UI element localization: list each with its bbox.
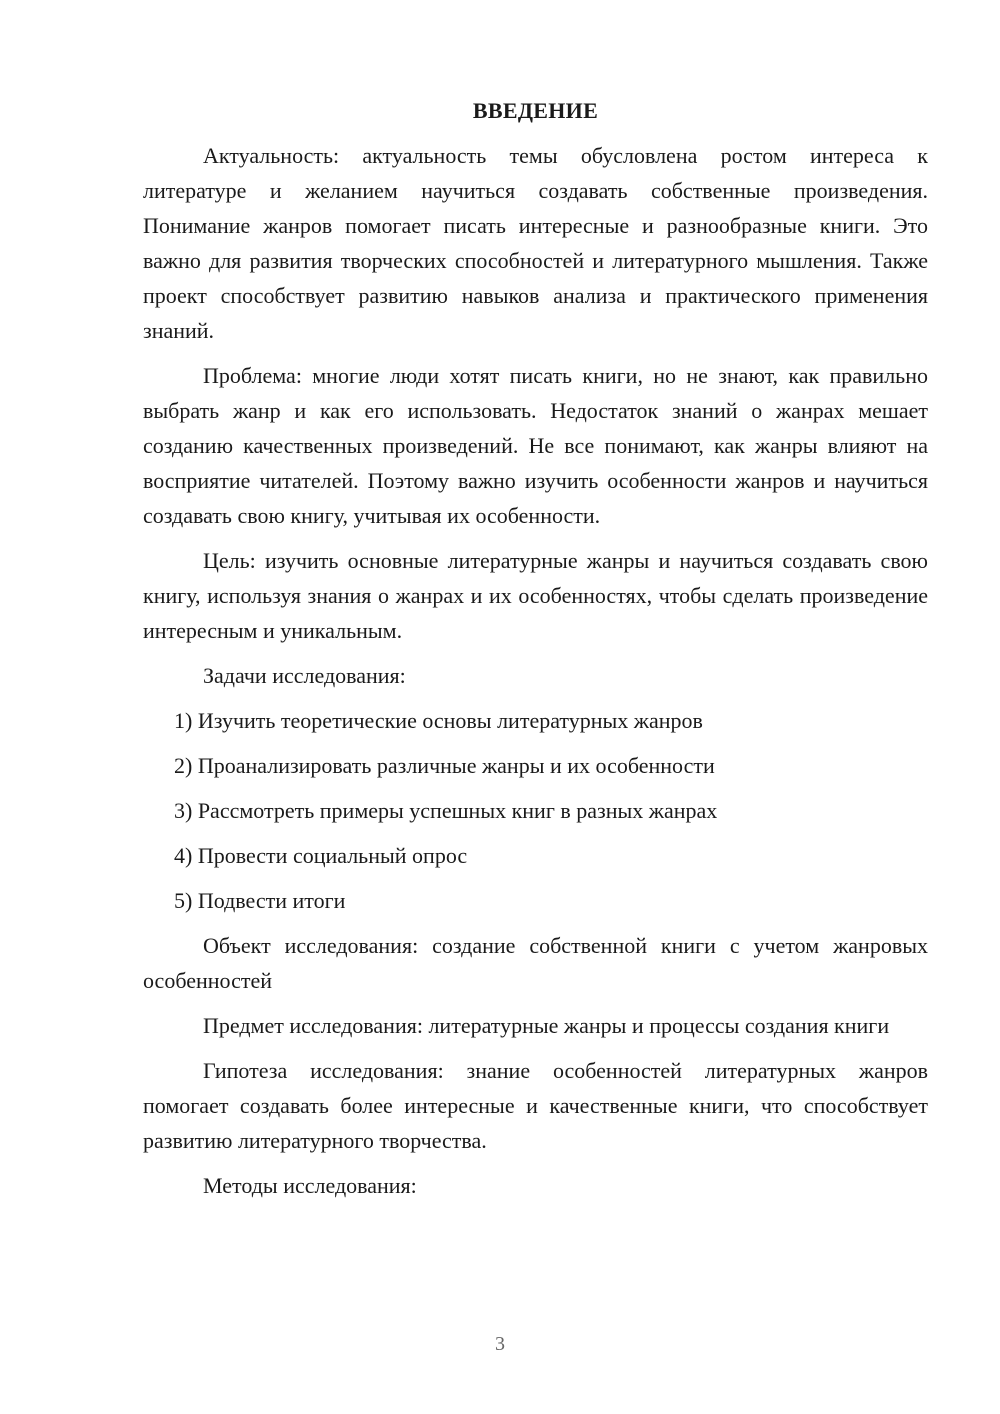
relevance-paragraph: Актуальность: актуальность темы обусловлена ростом интереса к литературе и желанием научиться создавать собственные произведения. Понимание жанров помогает писать интересные и разнообразные книги. Это важно для развития творческих способностей и литературного мышления. Также проект способствует развитию навыков анализа и практического применения знаний.	[143, 143, 928, 343]
object-paragraph: Объект исследования: создание собственной книги с учетом жанровых особенностей	[143, 933, 928, 993]
page-number: 3	[495, 1333, 505, 1355]
list-item: 5) Подвести итоги	[174, 888, 346, 913]
tasks-heading: Задачи исследования:	[203, 663, 406, 688]
list-item: 2) Проанализировать различные жанры и их особенности	[174, 753, 715, 778]
list-item: 3) Рассмотреть примеры успешных книг в разных жанрах	[174, 798, 718, 823]
list-item: 4) Провести социальный опрос	[174, 843, 468, 868]
list-item: 1) Изучить теоретические основы литературных жанров	[174, 708, 703, 733]
goal-paragraph: Цель: изучить основные литературные жанры и научиться создавать свою книгу, используя знания о жанрах и их особенностях, чтобы сделать произведение интересным и уникальным.	[143, 548, 928, 643]
tasks-list	[143, 703, 928, 918]
page-title: ВВЕДЕНИЕ	[472, 98, 599, 123]
page-content	[143, 96, 928, 1213]
subject-paragraph: Предмет исследования: литературные жанры и процессы создания книги	[203, 1013, 890, 1038]
hypothesis-paragraph: Гипотеза исследования: знание особенностей литературных жанров помогает создавать более интересные и качественные книги, что способствует развитию литературного творчества.	[143, 1058, 928, 1153]
methods-heading: Методы исследования:	[203, 1173, 417, 1198]
problem-paragraph: Проблема: многие люди хотят писать книги, но не знают, как правильно выбрать жанр и как его использовать. Недостаток знаний о жанрах мешает созданию качественных произведений. Не все понимают, как жанры влияют на восприятие читателей. Поэтому важно изучить особенности жанров и научиться создавать свою книгу, учитывая их особенности.	[143, 363, 928, 528]
